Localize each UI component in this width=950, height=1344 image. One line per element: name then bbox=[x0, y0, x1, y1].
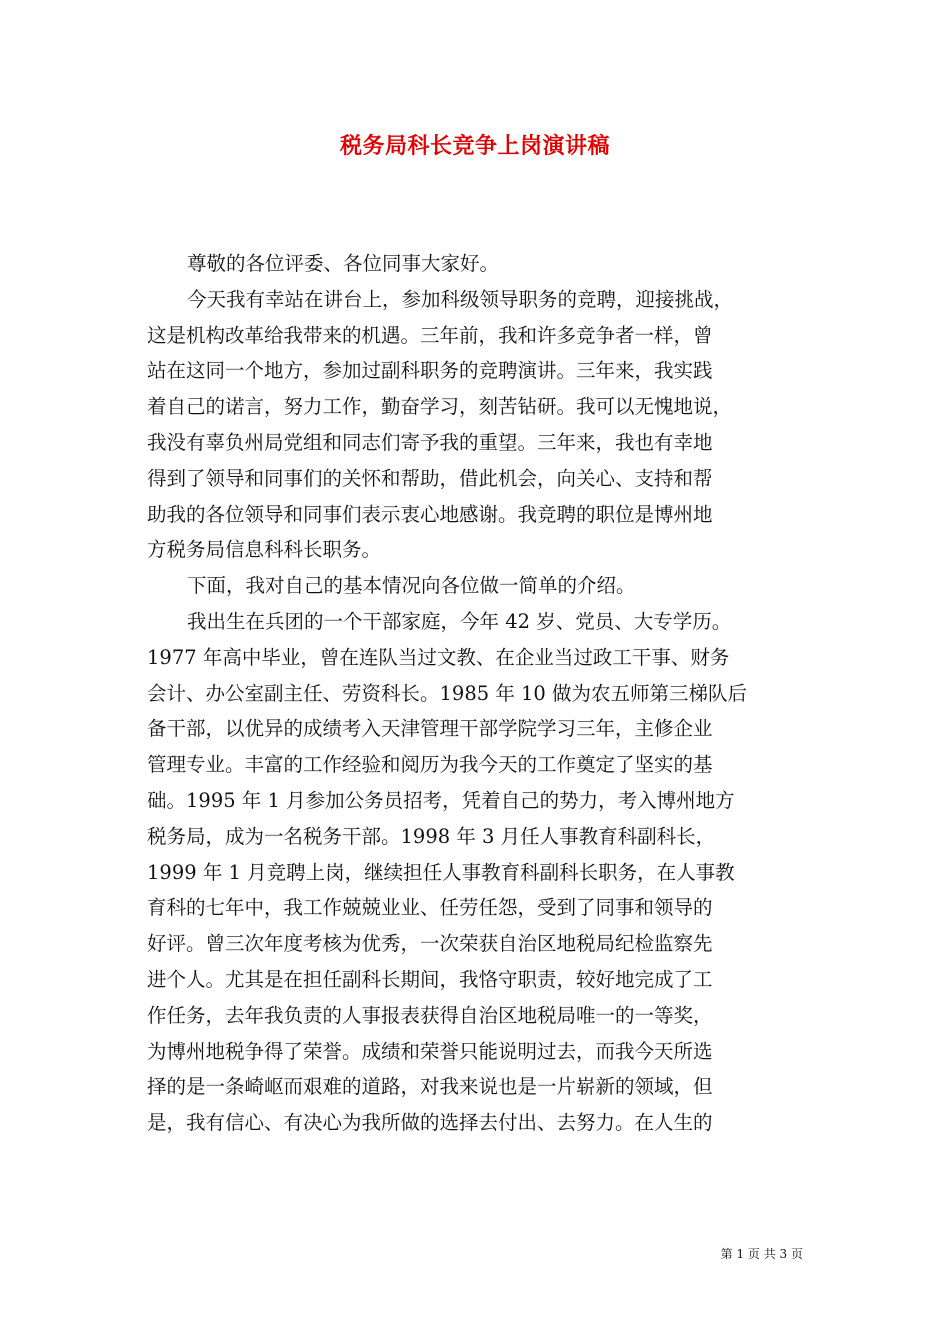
text-line: 进个人。尤其是在担任副科长期间，我恪守职责，较好地完成了工 bbox=[147, 967, 713, 991]
text-line: 下面，我对自己的基本情况向各位做一简单的介绍。 bbox=[187, 574, 636, 598]
text-line: 1999 年 1 月竞聘上岗，继续担任人事教育科副科长职务，在人事教 bbox=[147, 860, 735, 884]
text-line: 我出生在兵团的一个干部家庭，今年 42 岁、党员、大专学历。 bbox=[187, 609, 732, 633]
text-line: 为博州地税争得了荣誉。成绩和荣誉只能说明过去，而我今天所选 bbox=[147, 1039, 713, 1063]
text-line: 1977 年高中毕业，曾在连队当过文教、在企业当过政工干事、财务 bbox=[147, 645, 730, 669]
text-line: 管理专业。丰富的工作经验和阅历为我今天的工作奠定了坚实的基 bbox=[147, 753, 713, 777]
text-line: 备干部，以优异的成绩考入天津管理干部学院学习三年，主修企业 bbox=[147, 717, 713, 741]
text-line: 着自己的诺言，努力工作，勤奋学习，刻苦钻研。我可以无愧地说， bbox=[147, 395, 733, 419]
text-line: 这是机构改革给我带来的机遇。三年前，我和许多竞争者一样，曾 bbox=[147, 323, 713, 347]
text-line: 好评。曾三次年度考核为优秀，一次荣获自治区地税局纪检监察先 bbox=[147, 932, 713, 956]
text-line: 我没有辜负州局党组和同志们寄予我的重望。三年来，我也有幸地 bbox=[147, 430, 713, 454]
text-line: 今天我有幸站在讲台上，参加科级领导职务的竞聘，迎接挑战， bbox=[187, 287, 734, 311]
text-line: 助我的各位领导和同事们表示衷心地感谢。我竞聘的职位是博州地 bbox=[147, 502, 713, 526]
text-line: 得到了领导和同事们的关怀和帮助，借此机会，向关心、支持和帮 bbox=[147, 466, 713, 490]
text-line: 尊敬的各位评委、各位同事大家好。 bbox=[187, 252, 500, 275]
text-line: 方税务局信息科科长职务。 bbox=[147, 538, 382, 562]
text-line: 育科的七年中，我工作兢兢业业、任劳任怨，受到了同事和领导的 bbox=[147, 896, 713, 920]
text-line: 会计、办公室副主任、劳资科长。1985 年 10 做为农五师第三梯队后 bbox=[147, 681, 748, 705]
text-line: 作任务，去年我负责的人事报表获得自治区地税局唯一的一等奖， bbox=[147, 1003, 713, 1027]
document-body bbox=[147, 246, 807, 1141]
page-number: 第 1 页 共 3 页 bbox=[720, 1247, 803, 1261]
text-line: 择的是一条崎岖而艰难的道路，对我来说也是一片崭新的领域，但 bbox=[147, 1075, 713, 1099]
document-title: 税务局科长竞争上岗演讲稿 bbox=[339, 133, 610, 159]
text-line: 是，我有信心、有决心为我所做的选择去付出、去努力。在人生的 bbox=[147, 1111, 713, 1135]
text-line: 础。1995 年 1 月参加公务员招考，凭着自己的势力，考入博州地方 bbox=[147, 788, 735, 812]
text-line: 站在这同一个地方，参加过副科职务的竞聘演讲。三年来，我实践 bbox=[147, 359, 713, 383]
text-line: 税务局，成为一名税务干部。1998 年 3 月任人事教育科副科长， bbox=[147, 824, 716, 848]
